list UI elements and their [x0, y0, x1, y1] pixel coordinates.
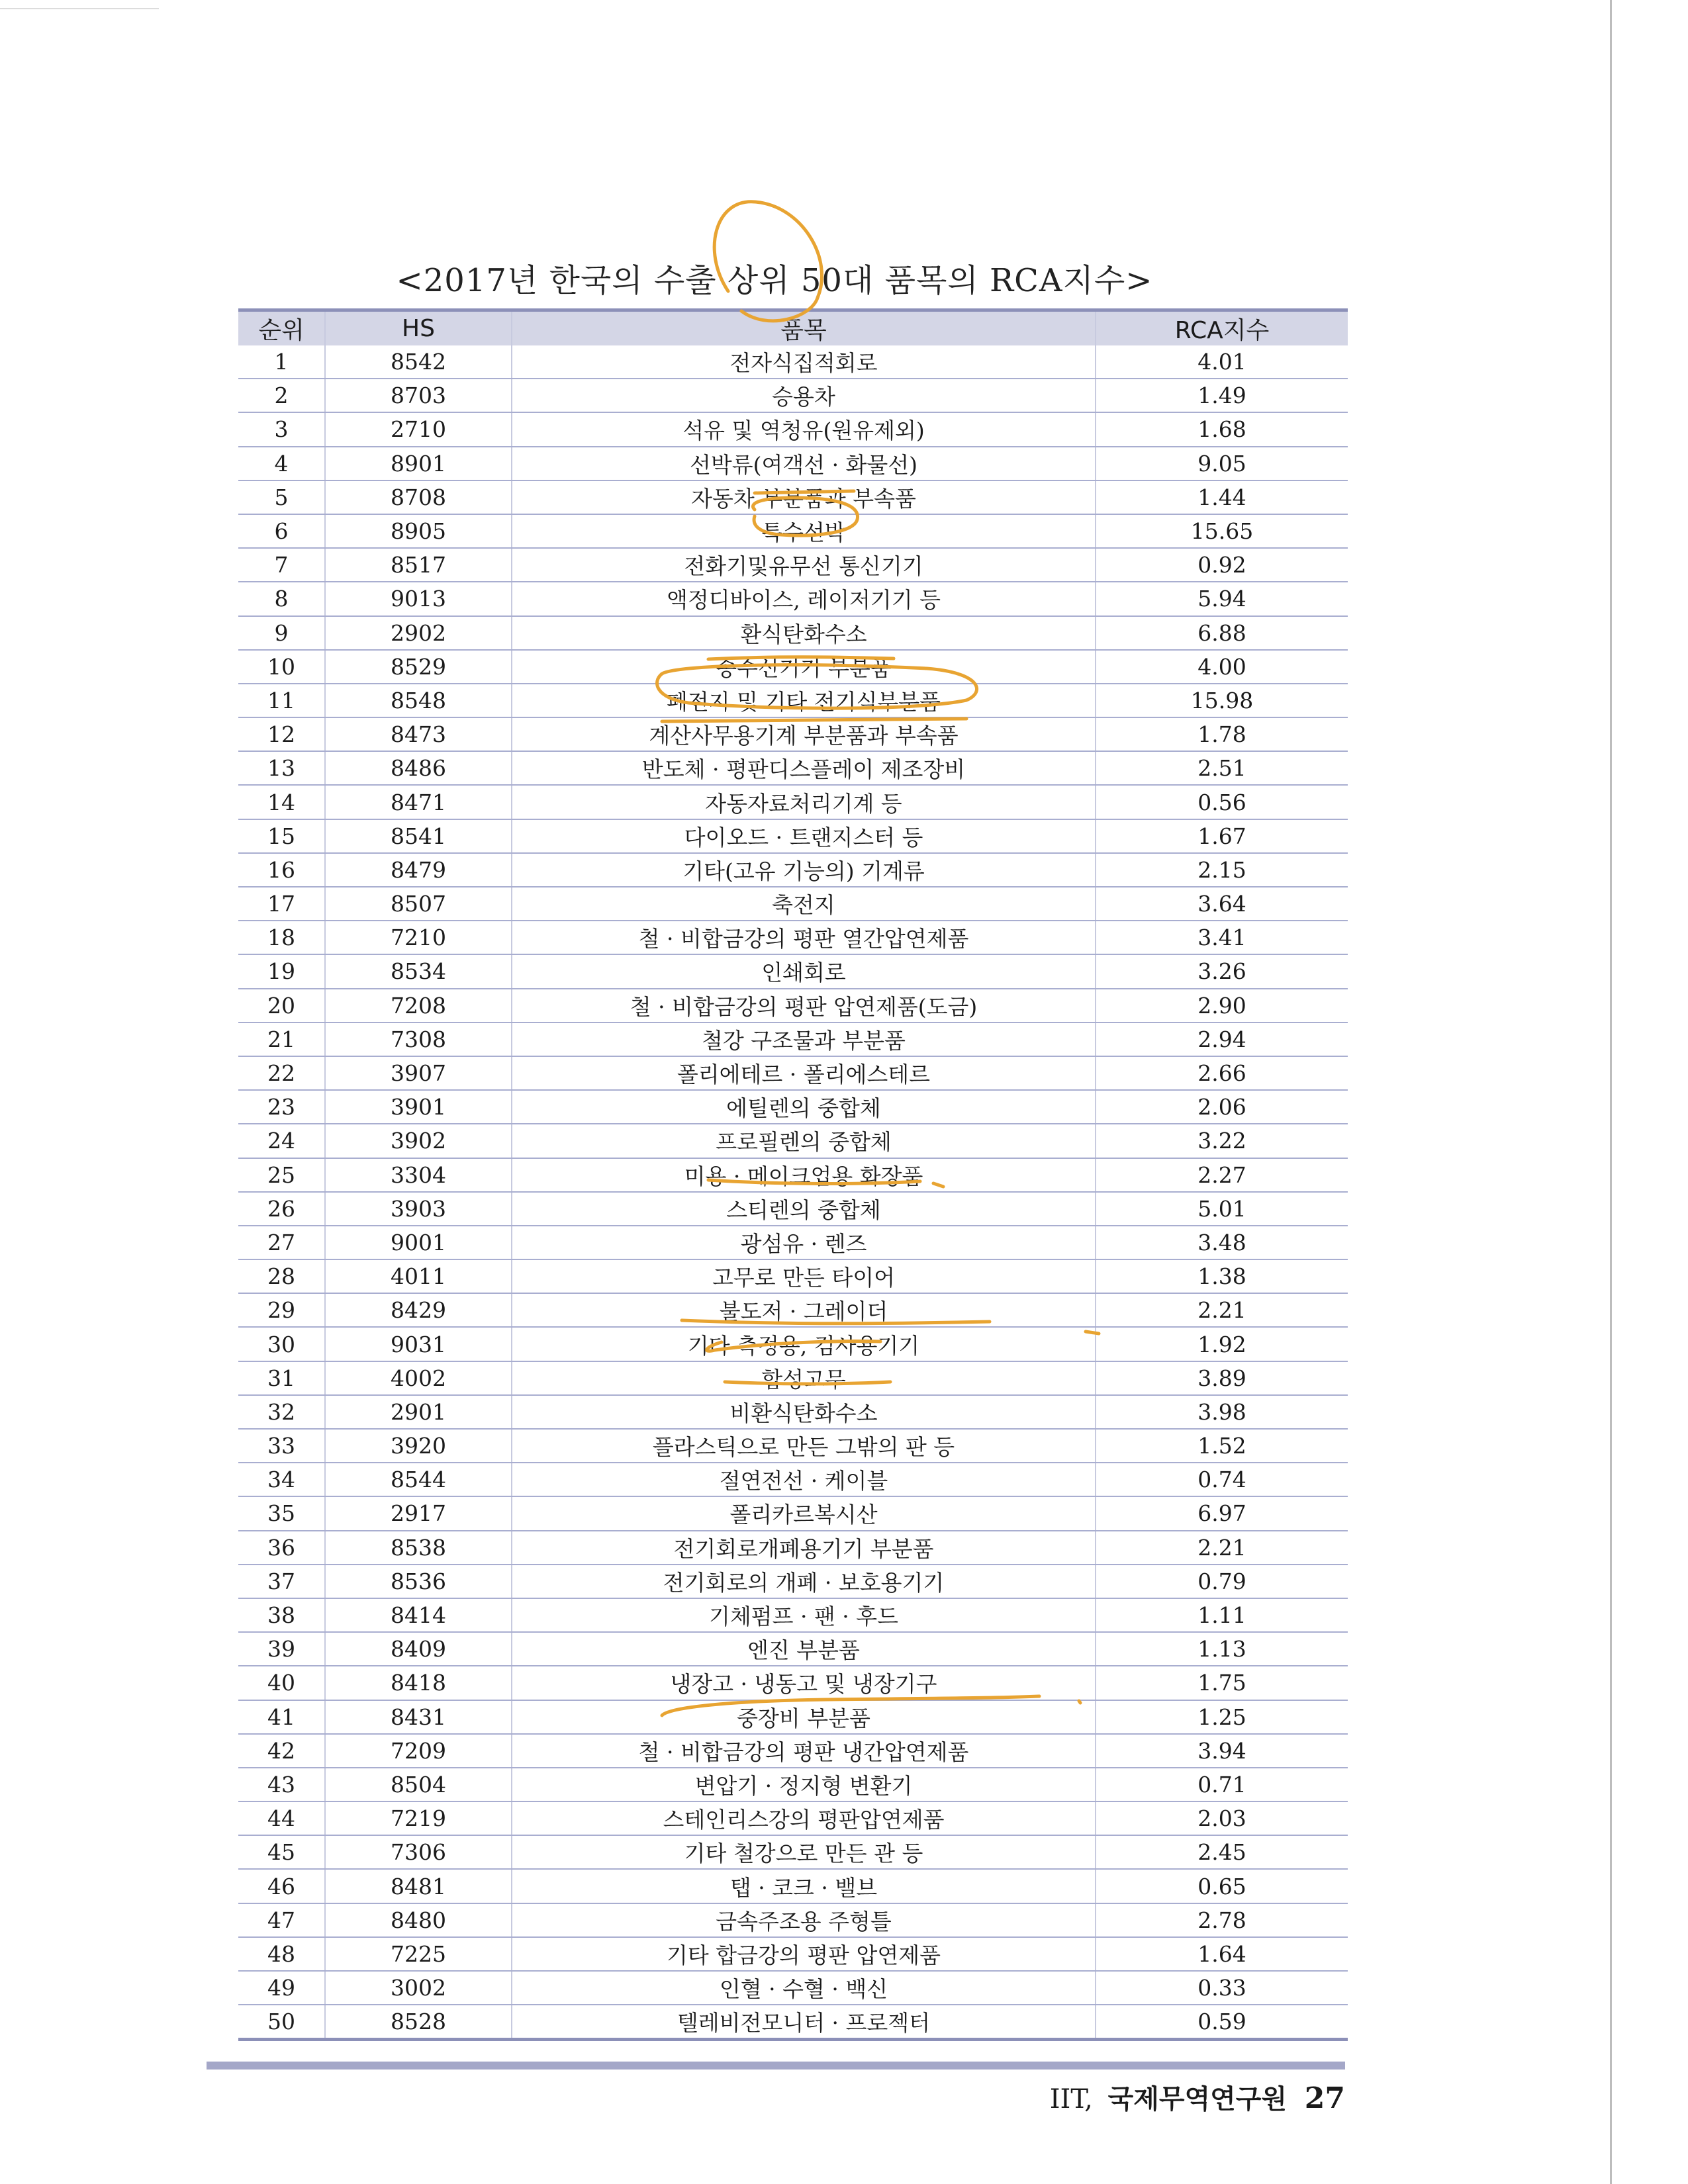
- table-row: [238, 1429, 1348, 1463]
- table-row: [238, 1056, 1348, 1090]
- cell-item: 폴리카르복시산: [512, 1496, 1096, 1530]
- cell-rank: 30: [238, 1327, 325, 1361]
- cell-rank: 9: [238, 616, 325, 650]
- page-edge-shadow: [1610, 0, 1612, 2184]
- cell-hs: 8481: [325, 1869, 512, 1903]
- table-row: [238, 1835, 1348, 1869]
- cell-rca: 1.78: [1096, 717, 1348, 751]
- cell-hs: 7210: [325, 921, 512, 954]
- cell-rank: 35: [238, 1496, 325, 1530]
- cell-item: 철 · 비합금강의 평판 열간압연제품: [512, 921, 1096, 954]
- cell-hs: 3902: [325, 1124, 512, 1158]
- cell-rank: 36: [238, 1531, 325, 1565]
- cell-rca: 3.94: [1096, 1734, 1348, 1768]
- cell-rank: 16: [238, 853, 325, 887]
- table-row: [238, 345, 1348, 379]
- cell-rca: 5.01: [1096, 1192, 1348, 1226]
- cell-item: 전자식집적회로: [512, 345, 1096, 379]
- cell-rank: 21: [238, 1023, 325, 1056]
- cell-rca: 1.11: [1096, 1598, 1348, 1632]
- cell-rca: 6.88: [1096, 616, 1348, 650]
- cell-rank: 15: [238, 819, 325, 853]
- cell-item: 기타 철강으로 만든 관 등: [512, 1835, 1096, 1869]
- table-row: [238, 1598, 1348, 1632]
- table-row: [238, 412, 1348, 446]
- cell-rank: 2: [238, 379, 325, 412]
- cell-rank: 6: [238, 514, 325, 548]
- cell-item: 합성고무: [512, 1361, 1096, 1395]
- cell-hs: 3907: [325, 1056, 512, 1090]
- cell-item: 폴리에테르 · 폴리에스테르: [512, 1056, 1096, 1090]
- cell-rca: 2.03: [1096, 1801, 1348, 1835]
- cell-rca: 3.98: [1096, 1395, 1348, 1429]
- footer-org: IIT,: [1049, 2084, 1093, 2115]
- cell-rca: 0.92: [1096, 548, 1348, 582]
- cell-item: 철강 구조물과 부분품: [512, 1023, 1096, 1056]
- cell-item: 엔진 부분품: [512, 1632, 1096, 1666]
- table-row: [238, 1903, 1348, 1937]
- cell-item: 기타 합금강의 평판 압연제품: [512, 1937, 1096, 1971]
- cell-rca: 3.41: [1096, 921, 1348, 954]
- cell-item: 기체펌프 · 팬 · 후드: [512, 1598, 1096, 1632]
- table-row: [238, 819, 1348, 853]
- cell-item: 절연전선 · 케이블: [512, 1463, 1096, 1496]
- cell-item: 계산사무용기계 부분품과 부속품: [512, 717, 1096, 751]
- cell-rca: 0.59: [1096, 2005, 1348, 2040]
- cell-rca: 4.01: [1096, 345, 1348, 379]
- cell-rank: 49: [238, 1971, 325, 2005]
- cell-hs: 8504: [325, 1768, 512, 1801]
- cell-hs: 8486: [325, 751, 512, 785]
- cell-rca: 2.78: [1096, 1903, 1348, 1937]
- cell-item: 고무로 만든 타이어: [512, 1259, 1096, 1293]
- cell-rca: 1.25: [1096, 1700, 1348, 1734]
- cell-rca: 2.90: [1096, 989, 1348, 1023]
- cell-rca: 1.13: [1096, 1632, 1348, 1666]
- cell-rca: 1.38: [1096, 1259, 1348, 1293]
- table-row: [238, 921, 1348, 954]
- cell-hs: 2917: [325, 1496, 512, 1530]
- cell-item: 스티렌의 중합체: [512, 1192, 1096, 1226]
- table-row: [238, 1124, 1348, 1158]
- cell-hs: 2901: [325, 1395, 512, 1429]
- cell-hs: 8534: [325, 954, 512, 988]
- cell-rank: 24: [238, 1124, 325, 1158]
- table-row: [238, 548, 1348, 582]
- cell-rca: 2.06: [1096, 1090, 1348, 1124]
- table-row: [238, 1463, 1348, 1496]
- cell-item: 액정디바이스, 레이저기기 등: [512, 582, 1096, 615]
- cell-rca: 0.74: [1096, 1463, 1348, 1496]
- table-row: [238, 447, 1348, 480]
- cell-hs: 8471: [325, 785, 512, 819]
- cell-rank: 25: [238, 1158, 325, 1192]
- cell-item: 광섬유 · 렌즈: [512, 1226, 1096, 1259]
- table-row: [238, 514, 1348, 548]
- footer: [993, 2078, 1345, 2116]
- cell-item: 탭 · 코크 · 밸브: [512, 1869, 1096, 1903]
- cell-rank: 40: [238, 1666, 325, 1700]
- cell-hs: 9001: [325, 1226, 512, 1259]
- cell-rca: 5.94: [1096, 582, 1348, 615]
- table-row: [238, 954, 1348, 988]
- rca-table: [238, 308, 1348, 2041]
- table-row: [238, 582, 1348, 615]
- cell-hs: 7208: [325, 989, 512, 1023]
- cell-rca: 3.22: [1096, 1124, 1348, 1158]
- cell-item: 자동자료처리기계 등: [512, 785, 1096, 819]
- cell-hs: 8473: [325, 717, 512, 751]
- cell-item: 냉장고 · 냉동고 및 냉장기구: [512, 1666, 1096, 1700]
- cell-rca: 2.66: [1096, 1056, 1348, 1090]
- cell-hs: 8703: [325, 379, 512, 412]
- cell-item: 전기회로개폐용기기 부분품: [512, 1531, 1096, 1565]
- cell-item: 프로필렌의 중합체: [512, 1124, 1096, 1158]
- cell-item: 텔레비전모니터 · 프로젝터: [512, 2005, 1096, 2040]
- table-row: [238, 717, 1348, 751]
- cell-rank: 33: [238, 1429, 325, 1463]
- table-row: [238, 1632, 1348, 1666]
- cell-rca: 3.48: [1096, 1226, 1348, 1259]
- cell-rank: 22: [238, 1056, 325, 1090]
- table-row: [238, 379, 1348, 412]
- cell-rca: 4.00: [1096, 650, 1348, 684]
- cell-rca: 1.44: [1096, 480, 1348, 514]
- cell-rca: 6.97: [1096, 1496, 1348, 1530]
- cell-item: 환식탄화수소: [512, 616, 1096, 650]
- cell-item: 선박류(여객선 · 화물선): [512, 447, 1096, 480]
- cell-hs: 8409: [325, 1632, 512, 1666]
- table-row: [238, 650, 1348, 684]
- table-row: [238, 785, 1348, 819]
- table-row: [238, 1869, 1348, 1903]
- table-row: [238, 1700, 1348, 1734]
- table-row: [238, 1666, 1348, 1700]
- cell-rca: 2.21: [1096, 1531, 1348, 1565]
- cell-item: 철 · 비합금강의 평판 압연제품(도금): [512, 989, 1096, 1023]
- cell-rank: 18: [238, 921, 325, 954]
- table-header-row: [238, 310, 1348, 346]
- table-row: [238, 1023, 1348, 1056]
- cell-hs: 8507: [325, 887, 512, 921]
- cell-rank: 28: [238, 1259, 325, 1293]
- cell-hs: 3920: [325, 1429, 512, 1463]
- cell-hs: 7306: [325, 1835, 512, 1869]
- cell-hs: 3903: [325, 1192, 512, 1226]
- cell-item: 비환식탄화수소: [512, 1395, 1096, 1429]
- cell-item: 송수신기기 부분품: [512, 650, 1096, 684]
- cell-item: 축전지: [512, 887, 1096, 921]
- table-title: <2017년 한국의 수출 상위 50대 품목의 RCA지수>: [396, 262, 1153, 299]
- cell-item: 변압기 · 정지형 변환기: [512, 1768, 1096, 1801]
- cell-hs: 8480: [325, 1903, 512, 1937]
- table-row: [238, 1327, 1348, 1361]
- cell-rca: 0.33: [1096, 1971, 1348, 2005]
- cell-rca: 1.92: [1096, 1327, 1348, 1361]
- cell-hs: 4002: [325, 1361, 512, 1395]
- cell-rca: 2.94: [1096, 1023, 1348, 1056]
- cell-rank: 11: [238, 684, 325, 717]
- cell-hs: 2710: [325, 412, 512, 446]
- table-row: [238, 1937, 1348, 1971]
- table-row: [238, 1768, 1348, 1801]
- table-row: [238, 751, 1348, 785]
- cell-rca: 0.65: [1096, 1869, 1348, 1903]
- cell-rca: 1.68: [1096, 412, 1348, 446]
- cell-rca: 2.51: [1096, 751, 1348, 785]
- cell-rca: 9.05: [1096, 447, 1348, 480]
- table-row: [238, 1801, 1348, 1835]
- cell-hs: 8528: [325, 2005, 512, 2040]
- cell-rank: 27: [238, 1226, 325, 1259]
- cell-rank: 7: [238, 548, 325, 582]
- table-row: [238, 989, 1348, 1023]
- cell-rca: 2.21: [1096, 1293, 1348, 1327]
- cell-rank: 47: [238, 1903, 325, 1937]
- table-row: [238, 1971, 1348, 2005]
- cell-rank: 20: [238, 989, 325, 1023]
- cell-hs: 9031: [325, 1327, 512, 1361]
- cell-rca: 15.65: [1096, 514, 1348, 548]
- cell-rank: 10: [238, 650, 325, 684]
- cell-hs: 8708: [325, 480, 512, 514]
- cell-rca: 3.26: [1096, 954, 1348, 988]
- cell-rank: 12: [238, 717, 325, 751]
- cell-item: 인쇄회로: [512, 954, 1096, 988]
- cell-rank: 26: [238, 1192, 325, 1226]
- table-row: [238, 2005, 1348, 2040]
- cell-item: 기타(고유 기능의) 기계류: [512, 853, 1096, 887]
- cell-rank: 44: [238, 1801, 325, 1835]
- cell-item: 에틸렌의 중합체: [512, 1090, 1096, 1124]
- header-rca: RCA지수: [1096, 310, 1348, 346]
- cell-hs: 8536: [325, 1565, 512, 1598]
- cell-hs: 3002: [325, 1971, 512, 2005]
- cell-item: 금속주조용 주형틀: [512, 1903, 1096, 1937]
- cell-item: 기타 측정용, 검사용기기: [512, 1327, 1096, 1361]
- table-row: [238, 1361, 1348, 1395]
- cell-item: 전화기및유무선 통신기기: [512, 548, 1096, 582]
- cell-item: 철 · 비합금강의 평판 냉간압연제품: [512, 1734, 1096, 1768]
- table-row: [238, 1565, 1348, 1598]
- cell-rank: 23: [238, 1090, 325, 1124]
- cell-item: 스테인리스강의 평판압연제품: [512, 1801, 1096, 1835]
- cell-item: 석유 및 역청유(원유제외): [512, 412, 1096, 446]
- cell-rca: 15.98: [1096, 684, 1348, 717]
- cell-rank: 50: [238, 2005, 325, 2040]
- cell-hs: 7209: [325, 1734, 512, 1768]
- table-row: [238, 1090, 1348, 1124]
- cell-rank: 45: [238, 1835, 325, 1869]
- footer-bar: [207, 2062, 1345, 2070]
- cell-rca: 2.45: [1096, 1835, 1348, 1869]
- cell-hs: 8529: [325, 650, 512, 684]
- cell-rca: 2.15: [1096, 853, 1348, 887]
- cell-hs: 4011: [325, 1259, 512, 1293]
- cell-rank: 13: [238, 751, 325, 785]
- table-row: [238, 1192, 1348, 1226]
- cell-hs: 8414: [325, 1598, 512, 1632]
- cell-hs: 7225: [325, 1937, 512, 1971]
- table-row: [238, 1531, 1348, 1565]
- cell-rank: 34: [238, 1463, 325, 1496]
- cell-hs: 3304: [325, 1158, 512, 1192]
- cell-hs: 9013: [325, 582, 512, 615]
- cell-rank: 38: [238, 1598, 325, 1632]
- table-row: [238, 1496, 1348, 1530]
- cell-hs: 8548: [325, 684, 512, 717]
- table-body: [238, 345, 1348, 2040]
- cell-item: 다이오드 · 트랜지스터 등: [512, 819, 1096, 853]
- header-rank: 순위: [238, 310, 325, 346]
- cell-rca: 1.67: [1096, 819, 1348, 853]
- cell-rca: 3.64: [1096, 887, 1348, 921]
- cell-hs: 7219: [325, 1801, 512, 1835]
- cell-hs: 8429: [325, 1293, 512, 1327]
- cell-rank: 37: [238, 1565, 325, 1598]
- cell-item: 특수선박: [512, 514, 1096, 548]
- cell-item: 미용 · 메이크업용 화장품: [512, 1158, 1096, 1192]
- cell-hs: 8538: [325, 1531, 512, 1565]
- top-edge-rule: [0, 8, 159, 9]
- cell-rank: 32: [238, 1395, 325, 1429]
- cell-rank: 14: [238, 785, 325, 819]
- header-hs: HS: [325, 310, 512, 346]
- cell-hs: 8418: [325, 1666, 512, 1700]
- cell-item: 전기회로의 개폐 · 보호용기기: [512, 1565, 1096, 1598]
- table-row: [238, 684, 1348, 717]
- table-row: [238, 887, 1348, 921]
- table-row: [238, 1226, 1348, 1259]
- cell-item: 불도저 · 그레이더: [512, 1293, 1096, 1327]
- cell-rca: 1.75: [1096, 1666, 1348, 1700]
- cell-item: 중장비 부분품: [512, 1700, 1096, 1734]
- cell-rca: 1.64: [1096, 1937, 1348, 1971]
- cell-item: 플라스틱으로 만든 그밖의 판 등: [512, 1429, 1096, 1463]
- cell-rank: 5: [238, 480, 325, 514]
- cell-item: 자동차 부분품과 부속품: [512, 480, 1096, 514]
- cell-rca: 3.89: [1096, 1361, 1348, 1395]
- cell-rank: 8: [238, 582, 325, 615]
- table-row: [238, 1395, 1348, 1429]
- cell-rca: 0.79: [1096, 1565, 1348, 1598]
- cell-rank: 3: [238, 412, 325, 446]
- table-row: [238, 1734, 1348, 1768]
- cell-hs: 8517: [325, 548, 512, 582]
- cell-rca: 0.71: [1096, 1768, 1348, 1801]
- cell-rank: 46: [238, 1869, 325, 1903]
- cell-hs: 8901: [325, 447, 512, 480]
- cell-item: 반도체 · 평판디스플레이 제조장비: [512, 751, 1096, 785]
- cell-hs: 8479: [325, 853, 512, 887]
- cell-rank: 42: [238, 1734, 325, 1768]
- cell-hs: 8905: [325, 514, 512, 548]
- table-row: [238, 616, 1348, 650]
- cell-rank: 1: [238, 345, 325, 379]
- page-number: 27: [1304, 2081, 1345, 2115]
- cell-hs: 8541: [325, 819, 512, 853]
- cell-hs: 8431: [325, 1700, 512, 1734]
- cell-rank: 19: [238, 954, 325, 988]
- cell-rank: 39: [238, 1632, 325, 1666]
- cell-rca: 1.52: [1096, 1429, 1348, 1463]
- cell-item: 승용차: [512, 379, 1096, 412]
- table-row: [238, 480, 1348, 514]
- cell-item: 인혈 · 수혈 · 백신: [512, 1971, 1096, 2005]
- table-row: [238, 1259, 1348, 1293]
- cell-hs: 8542: [325, 345, 512, 379]
- cell-rank: 43: [238, 1768, 325, 1801]
- table-row: [238, 1293, 1348, 1327]
- cell-rca: 2.27: [1096, 1158, 1348, 1192]
- cell-rank: 17: [238, 887, 325, 921]
- cell-rank: 31: [238, 1361, 325, 1395]
- table-row: [238, 853, 1348, 887]
- cell-item: 폐전지 및 기타 전기식부분품: [512, 684, 1096, 717]
- cell-rank: 4: [238, 447, 325, 480]
- cell-rank: 48: [238, 1937, 325, 1971]
- cell-hs: 8544: [325, 1463, 512, 1496]
- cell-rank: 41: [238, 1700, 325, 1734]
- cell-hs: 2902: [325, 616, 512, 650]
- footer-publisher: 국제무역연구원: [1107, 2083, 1288, 2115]
- cell-hs: 7308: [325, 1023, 512, 1056]
- table-row: [238, 1158, 1348, 1192]
- cell-rca: 1.49: [1096, 379, 1348, 412]
- cell-rank: 29: [238, 1293, 325, 1327]
- cell-hs: 3901: [325, 1090, 512, 1124]
- header-item: 품목: [512, 310, 1096, 346]
- cell-rca: 0.56: [1096, 785, 1348, 819]
